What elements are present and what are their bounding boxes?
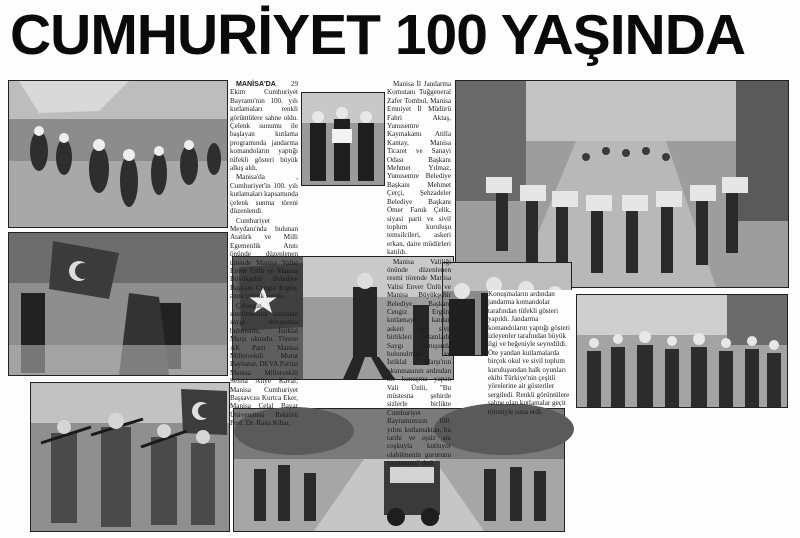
photo-commandos-rifles — [30, 382, 230, 532]
article-paragraph: Cumhuriyet Meydanı'nda bulunan Atatürk ve Milli Egemenlik Anıtı önünde düzenlenen törende Manisa Valisi Enver Ünlü ve Manisa Büyükşehir Belediye Başkanı Cengiz Ergün, anıta çelenk sundu. — [230, 216, 298, 301]
article-dateline: MANİSA'DA — [236, 80, 276, 88]
headline: CUMHURİYET 100 YAŞINDA — [10, 3, 746, 67]
article-column-1 — [230, 80, 298, 428]
article-paragraph: 29 Ekim Cumhuriyet Bayramı'nın 100. yılı kutlamaları renkli görüntülere sahne oldu. Çelenk sunumu ile başlayan kutlama programında jandarma komandoların yaptığı tüfekli gösteri büyük alkış aldı. — [230, 80, 298, 173]
article-caption-text: Konuşmaların ardından jandarma komandolar tarafından tüfekli gösteri yapıldı. Jandarma komandoların yaptığı gösteri izleyenler tarafından büyük ilgi ve beğeniyle seyredildi. Öte yandan kutlamalarda birçok okul ve sivil toplum kuruluşundan halk oyunları ekibi Türkiye'nin çeşitli yörelerine ait gösteriler sergiledi. Renkli görüntülere sahne olan kutlamalar geçit töreniyle sona erdi. — [488, 290, 570, 416]
article-paragraph: Manisa Valiliği önünde düzenlenen resmi törende Manisa Valisi Enver Ünlü ve Manisa Büyükşehir Belediye Başkanı Cengiz Ergün, kutlamaya katılan askeri ve sivil birlikleri selamladı. Saygı duruşunda bulunulması ve İstiklal Marşı'nın okunmasının ardından bir konuşma yapan Vali Ünlü, "Bu müstesna şehirde sizlerle birlikte Cumhuriyet Bayramımızın 100. yılını kutlamaktan, bu tarihi ve eşsiz anı coşkuyla kutluyor olabilmenin gururunu yaşıyorum" dedi. — [387, 257, 451, 468]
photo-dignitaries-march — [301, 92, 385, 186]
photo-crowd-street — [576, 294, 788, 408]
article-continuation — [488, 290, 572, 416]
article-paragraph: Manisa İl Jandarma Komutanı Tuğgeneral Zafer Tombul, Manisa Emniyet İl Müdürü Fahri Aktaş, Yunusemre Kaymakamı Atilla Kantay, Manisa Ticaret ve Sanayi Odası Başkanı Mehmet Yılmaz, Yunusemre Belediye Başkanı Mehmet Çerçi, Şehzadeler Belediye Başkanı Ömer Faruk Çelik, siyasi parti ve sivil toplum kuruluşu temsilcileri, askeri erkan, daire müdürleri katıldı. — [387, 80, 451, 257]
article-paragraph: Çelengin sunulmasının ardından saygı duruşunda bulunuldu, İstiklal Marşı okundu. Törene AK Parti Manisa Milletvekili Murat Baybatur, DEVA Partisi Manisa Milletvekili Selma Aliye Kavaf, Manisa Cumhuriyet Başsavcısı Kurtca Eker, Manisa Celal Bayar Üniversitesi Rektörü Prof. Dr. Rana Kibar, — [230, 301, 298, 428]
photo-folk-dancers — [8, 80, 228, 228]
article-column-2 — [387, 80, 451, 468]
article-paragraph: Manisa'da , Cumhuriyet'in 100. yılı kutlamaları kapsamında çelenk sunma töreni düzenlendi. — [230, 173, 298, 216]
photo-flag-bearer-left — [8, 232, 228, 376]
photo-parade-street-flags — [455, 80, 789, 288]
